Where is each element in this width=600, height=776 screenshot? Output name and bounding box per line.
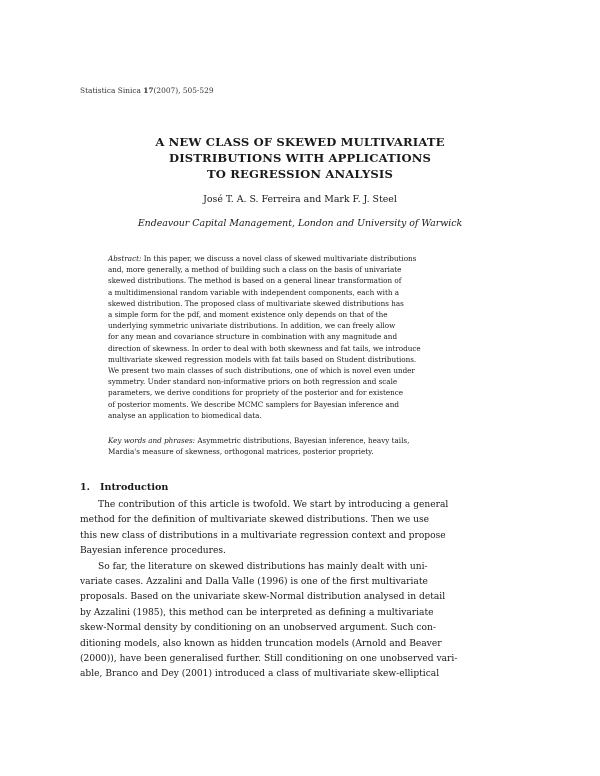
- abstract: [108, 253, 492, 421]
- abstract-line: of posterior moments. We describe MCMC samplers for Bayesian inference and: [108, 399, 399, 409]
- body-line: variate cases. Azzalini and Dalla Valle (1996) is one of the first multivariate: [80, 577, 428, 588]
- body-line: this new class of distributions in a multivariate regression context and propose: [80, 530, 446, 541]
- abstract-line: analyse an application to biomedical data.: [108, 410, 262, 420]
- title-line: A NEW CLASS OF SKEWED MULTIVARIATE: [155, 135, 445, 149]
- abstract-line: skewed distributions. The method is based on a general linear transformation of: [108, 276, 402, 286]
- author-affiliation: Endeavour Capital Management, London and University of Warwick: [137, 218, 463, 229]
- body-line: skew-Normal density by conditioning on an unobserved argument. Such con-: [80, 623, 436, 634]
- body-line: method for the definition of multivariate skewed distributions. Then we use: [80, 515, 430, 526]
- body-line: by Azzalini (1985), this method can be interpreted as defining a multivariate: [80, 607, 434, 618]
- keywords-line: [108, 435, 492, 446]
- abstract-first-line: In this paper, we discuss a novel class of skewed multivariate distributions: [141, 254, 417, 263]
- body-line: The contribution of this article is twofold. We start by introducing a general: [98, 500, 449, 510]
- abstract-line: for any mean and covariance structure in combination with any magnitude and: [108, 332, 398, 342]
- abstract-line: We present two main classes of such distributions, one of which is novel even under: [108, 366, 415, 376]
- abstract-line: parameters, we derive conditions for propriety of the posterior and for existence: [108, 388, 404, 398]
- body-line: able, Branco and Dey (2001) introduced a class of multivariate skew-elliptical: [80, 669, 440, 680]
- section-title: Introduction: [100, 482, 169, 493]
- keywords: [108, 435, 492, 457]
- keywords-label: Key words and phrases:: [108, 436, 196, 445]
- abstract-line: skewed distribution. The proposed class of multivariate skewed distributions has: [108, 298, 404, 308]
- journal-name: Statistica Sinica: [80, 86, 141, 95]
- title-line: TO REGRESSION ANALYSIS: [207, 167, 393, 181]
- abstract-line: a simple form for the pdf, and moment existence only depends on that of the: [108, 310, 388, 320]
- body-text: [80, 498, 520, 683]
- abstract-line: a multidimensional random variable with independent components, each with a: [108, 287, 400, 297]
- abstract-label: Abstract:: [108, 254, 142, 263]
- section-heading: [80, 482, 178, 493]
- abstract-line: underlying symmetric univariate distributions. In addition, we can freely allow: [108, 321, 396, 331]
- journal-volume: 17: [143, 86, 154, 95]
- abstract-line: [108, 253, 492, 264]
- section-number: 1.: [80, 482, 91, 493]
- abstract-line: and, more generally, a method of building such a class on the basis of univariate: [108, 265, 402, 275]
- journal-year-pages: (2007), 505-529: [153, 86, 214, 95]
- abstract-line: direction of skewness. In order to deal with both skewness and fat tails, we introduce: [108, 343, 421, 353]
- body-line: (2000)), have been generalised further. Still conditioning on one unobserved vari-: [80, 654, 458, 665]
- keywords-line: Mardia's measure of skewness, orthogonal matrices, posterior propriety.: [108, 447, 374, 457]
- body-line: ditioning models, also known as hidden truncation models (Arnold and Beaver: [80, 638, 442, 649]
- author-list: José T. A. S. Ferreira and Mark F. J. Steel: [203, 194, 397, 205]
- body-line: proposals. Based on the univariate skew-Normal distribution analysed in detail: [80, 592, 446, 603]
- abstract-line: multivariate skewed regression models with fat tails based on Student distributions.: [108, 354, 417, 364]
- paper-title: [60, 134, 540, 182]
- abstract-line: symmetry. Under standard non-informative priors on both regression and scale: [108, 377, 398, 387]
- body-line: So far, the literature on skewed distributions has mainly dealt with uni-: [98, 561, 428, 572]
- body-line: Bayesian inference procedures.: [80, 546, 226, 557]
- running-head: [80, 86, 214, 95]
- keywords-first-line: Asymmetric distributions, Bayesian inference, heavy tails,: [195, 436, 410, 445]
- title-line: DISTRIBUTIONS WITH APPLICATIONS: [168, 151, 432, 165]
